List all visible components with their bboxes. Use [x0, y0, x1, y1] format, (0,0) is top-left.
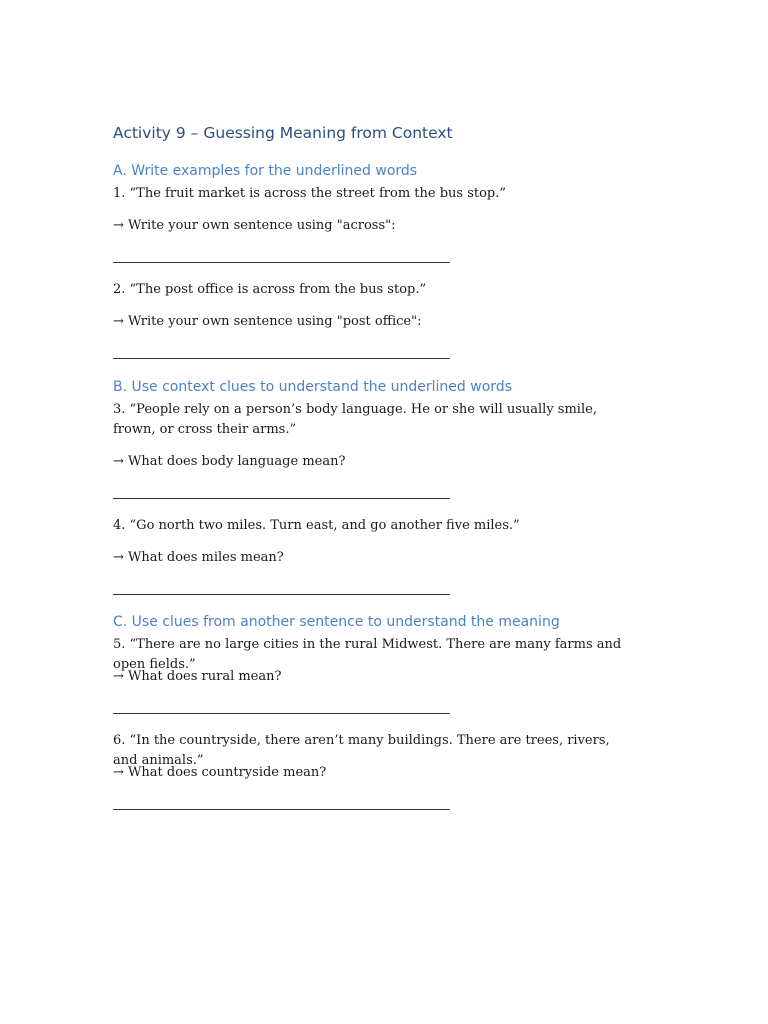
section-a-heading: A. Write examples for the underlined words	[113, 163, 418, 179]
answer-3-line[interactable]	[113, 498, 450, 499]
answer-4-line[interactable]	[113, 594, 450, 595]
question-2-prompt: → Write your own sentence using "post office":	[113, 314, 422, 329]
question-3-prompt: → What does body language mean?	[113, 454, 346, 469]
section-c-heading: C. Use clues from another sentence to understand the meaning	[113, 614, 560, 630]
question-6-quote: 6. “In the countryside, there aren’t many buildings. There are trees, rivers, and animals.”	[113, 733, 610, 768]
question-4-prompt: → What does miles mean?	[113, 550, 284, 565]
answer-1-line[interactable]	[113, 262, 450, 263]
question-2-quote: 2. “The post office is across from the bus stop.”	[113, 282, 427, 297]
question-1-quote: 1. “The fruit market is across the street from the bus stop.”	[113, 186, 507, 201]
question-5-quote: 5. “There are no large cities in the rural Midwest. There are many farms and open fields.”	[113, 637, 622, 672]
question-1-prompt: → Write your own sentence using "across":	[113, 218, 396, 233]
answer-6-line[interactable]	[113, 809, 450, 810]
question-6-prompt: → What does countryside mean?	[113, 765, 327, 780]
page-title: Activity 9 – Guessing Meaning from Context	[113, 124, 453, 142]
section-b-heading: B. Use context clues to understand the underlined words	[113, 379, 512, 395]
question-3-quote: 3. “People rely on a person’s body language. He or she will usually smile, frown, or cross their arms.”	[113, 402, 597, 437]
answer-2-line[interactable]	[113, 358, 450, 359]
answer-5-line[interactable]	[113, 713, 450, 714]
question-5-prompt: → What does rural mean?	[113, 669, 282, 684]
question-4-quote: 4. “Go north two miles. Turn east, and go another five miles.”	[113, 518, 520, 533]
